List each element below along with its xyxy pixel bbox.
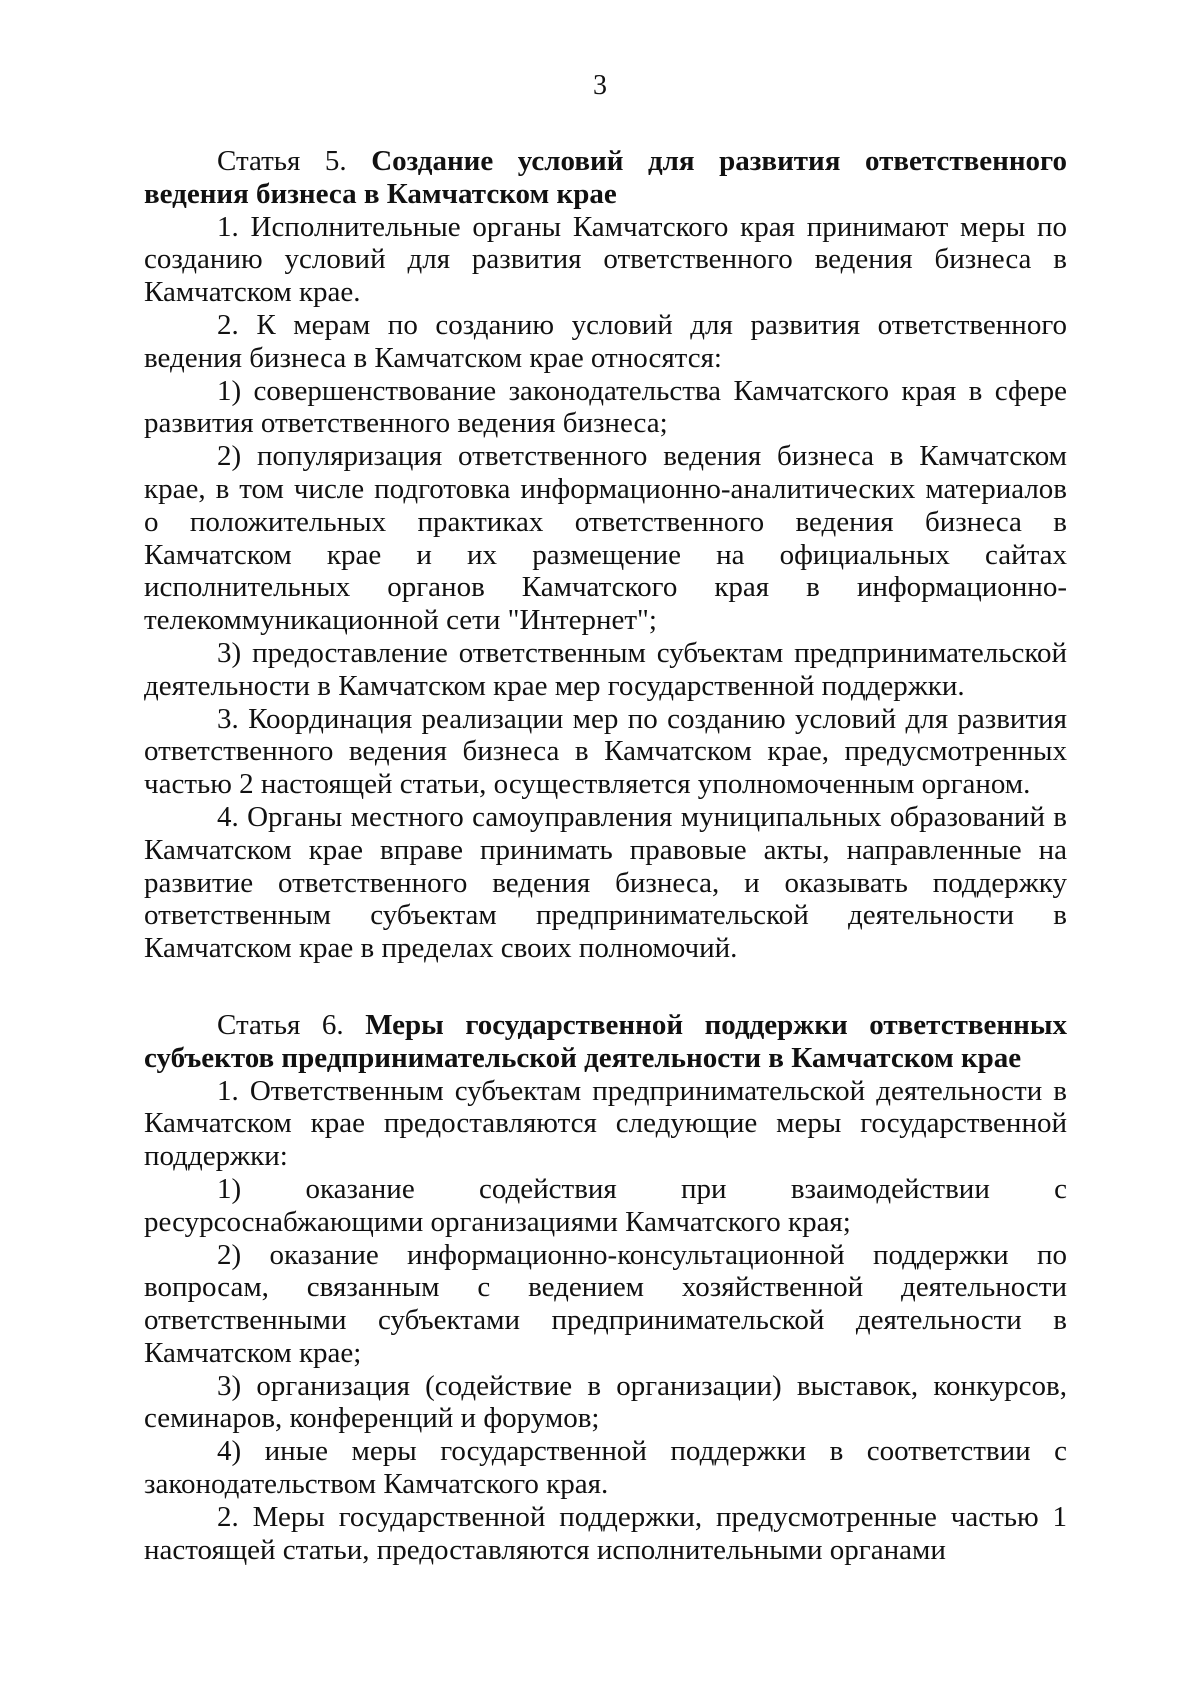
paragraph: 4. Органы местного самоуправления муниципальных образований в Камчатском крае вправе принимать правовые акты, направленные на развитие ответственного ведения бизнеса, и оказывать поддержку ответственным субъектам предпринимательской деятельности в Камчатском крае в пределах своих полномочий.: [144, 800, 1067, 965]
article-heading: [144, 145, 1067, 211]
document-body: [144, 145, 1067, 1566]
list-item: 1) оказание содействия при взаимодействии с ресурсоснабжающими организациями Камчатского края;: [144, 1172, 1067, 1238]
list-item: 2) оказание информационно-консультационной поддержки по вопросам, связанным с ведением хозяйственной деятельности ответственными субъектами предпринимательской деятельности в Камчатском крае;: [144, 1238, 1067, 1369]
article-label: Статья 5.: [217, 145, 347, 177]
list-item: 3) предоставление ответственным субъектам предпринимательской деятельности в Камчатском крае мер государственной поддержки.: [144, 636, 1067, 702]
paragraph: 3. Координация реализации мер по созданию условий для развития ответственного ведения бизнеса в Камчатском крае, предусмотренных частью 2 настоящей статьи, осуществляется уполномоченным органом.: [144, 702, 1067, 801]
paragraph: 2. Меры государственной поддержки, предусмотренные частью 1 настоящей статьи, предоставляются исполнительными органами: [144, 1500, 1067, 1566]
list-item: 1) совершенствование законодательства Камчатского края в сфере развития ответственного ведения бизнеса;: [144, 374, 1067, 440]
list-item: 3) организация (содействие в организации) выставок, конкурсов, семинаров, конференций и форумов;: [144, 1369, 1067, 1435]
page-number: 3: [593, 70, 607, 101]
paragraph: 2. К мерам по созданию условий для развития ответственного ведения бизнеса в Камчатском крае относятся:: [144, 308, 1067, 374]
list-item: 4) иные меры государственной поддержки в соответствии с законодательством Камчатского края.: [144, 1435, 1067, 1501]
article-heading: [144, 1009, 1067, 1075]
article-title: Создание условий для развития ответственного ведения бизнеса в Камчатском крае: [144, 145, 1067, 210]
paragraph: 1. Исполнительные органы Камчатского края принимают меры по созданию условий для развития ответственного ведения бизнеса в Камчатском крае.: [144, 210, 1067, 309]
paragraph: 1. Ответственным субъектам предпринимательской деятельности в Камчатском крае предоставляются следующие меры государственной поддержки:: [144, 1074, 1067, 1173]
article-title: Меры государственной поддержки ответственных субъектов предпринимательской деятельности в Камчатском крае: [144, 1008, 1067, 1074]
article-5: [144, 145, 1067, 965]
article-label: Статья 6.: [217, 1008, 344, 1041]
article-6: [144, 1009, 1067, 1567]
list-item: 2) популяризация ответственного ведения бизнеса в Камчатском крае, в том числе подготовка информационно-аналитических материалов о положительных практиках ответственного ведения бизнеса в Камчатском крае и их размещение на официальных сайтах исполнительных органов Камчатского края в информационно-телекоммуникационной сети "Интернет";: [144, 440, 1067, 637]
